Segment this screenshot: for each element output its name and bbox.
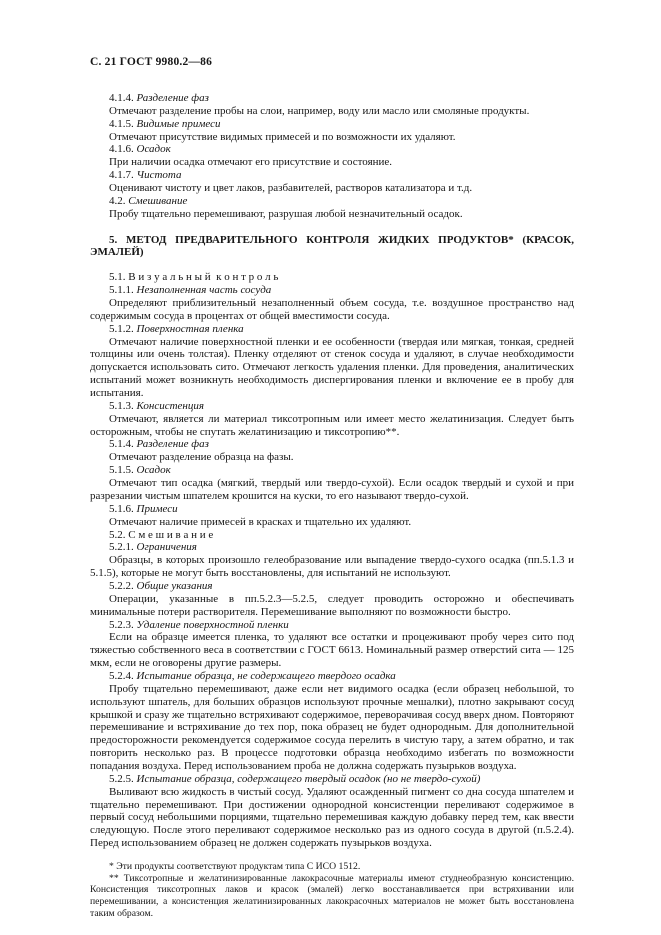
- clause-number: 4.1.4.: [109, 92, 134, 104]
- clause-number: 5.1.4.: [109, 438, 134, 451]
- clause-title: Чистота: [136, 169, 182, 182]
- clause-heading: [90, 464, 574, 477]
- clause-title: Консистенция: [136, 399, 205, 412]
- footnote: [90, 873, 574, 920]
- footnotes: [90, 861, 574, 919]
- clause-number: 4.1.7.: [109, 169, 134, 182]
- footnote-marker: *: [109, 860, 114, 872]
- document-body: [90, 92, 574, 919]
- subsection-heading: 5.1. В и з у а л ь н ы й к о н т р о л ь: [109, 271, 279, 284]
- paragraph: Оценивают чистоту и цвет лаков, разбавителей, растворов катализатора и т.д.: [109, 182, 473, 195]
- paragraph: Если на образце имеется пленка, то удаляют все остатки и процеживают пробу через сито под тяжестью собственного веса в соответствии с ГОСТ 6613. Номинальный размер отверстий сита — 125 мкм, если не оговорены другие размеры.: [90, 631, 574, 670]
- clause-title: Общие указания: [136, 579, 213, 592]
- footnote-text: Эти продукты соответствуют продуктам типа С ИСО 1512.: [116, 860, 361, 872]
- clause-heading: [90, 169, 574, 182]
- clause-heading: [90, 773, 574, 786]
- clause-title: Примеси: [136, 502, 178, 515]
- clause-title: Разделение фаз: [136, 438, 209, 451]
- section-title: 5. МЕТОД ПРЕДВАРИТЕЛЬНОГО КОНТРОЛЯ ЖИДКИХ ПРОДУКТОВ* (КРАСОК, ЭМАЛЕЙ): [90, 233, 574, 259]
- clause-number: 5.2.2.: [109, 579, 134, 592]
- clause-number: 5.1.6.: [109, 502, 134, 515]
- clause-title: Разделение фаз: [136, 92, 209, 104]
- subsection-heading: 5.2. С м е ш и в а н и е: [109, 528, 214, 541]
- clause-title: Осадок: [136, 143, 171, 156]
- clause-heading: [90, 118, 574, 131]
- clause-heading: [90, 503, 574, 516]
- clause-heading: [90, 195, 574, 208]
- clause-number: 5.2.3.: [109, 618, 134, 631]
- clause-title: Видимые примеси: [136, 117, 221, 130]
- clause-heading: [90, 438, 574, 451]
- paragraph: Отмечают, является ли материал тиксотропным или имеет место желатинизация. Следует быть осторожным, чтобы не спутать желатинизацию и тиксотропию**.: [90, 412, 574, 438]
- clause-title: Испытание образца, не содержащего твердого осадка: [136, 669, 396, 682]
- clause-number: 5.1.5.: [109, 464, 134, 477]
- paragraph: Выливают всю жидкость в чистый сосуд. Удаляют осажденный пигмент со дна сосуда шпателем и тщательно перемешивают. При достижении однородной консистенции переливают содержимое в первый сосуд небольшими порциями, тщательно перемешивая каждую добавку перед тем, как ввести следующую. После этого переливают содержимое несколько раз из одного сосуда в другой (п.5.2.4). Перед использованием образец не должен содержать пузырьков воздуха.: [90, 785, 574, 850]
- paragraph: Отмечают присутствие видимых примесей и по возможности их удаляют.: [109, 130, 456, 143]
- clause-title: Незаполненная часть сосуда: [136, 284, 272, 297]
- clause-title: Испытание образца, содержащего твердый осадок (но не твердо-сухой): [136, 772, 481, 785]
- footnote-text: Тиксотропные и желатинизированные лакокрасочные материалы имеют студнеобразную консистенцию. Консистенция тиксотропных лаков и красок (эмалей) легко восстанавливается при встряхивании или перемешивании, а консистенция желатинизированных лакокрасочных материалов не может быть восстановлена таким образом.: [90, 872, 575, 919]
- clause-number: 4.1.6.: [109, 143, 134, 156]
- clause-heading: [90, 400, 574, 413]
- clause-heading: [90, 92, 574, 105]
- clause-title: Удаление поверхностной пленки: [136, 618, 289, 631]
- paragraph: Отмечают разделение образца на фазы.: [109, 451, 294, 464]
- clause-number: 4.2.: [109, 194, 126, 207]
- page-header: С. 21 ГОСТ 9980.2—86: [90, 56, 213, 68]
- clause-heading: [90, 619, 574, 632]
- clause-number: 5.2.5.: [109, 772, 134, 785]
- clause-number: 5.1.2.: [109, 322, 134, 335]
- paragraph: При наличии осадка отмечают его присутствие и состояние.: [109, 156, 393, 169]
- paragraph: Пробу тщательно перемешивают, даже если нет видимого осадка (если образец небольшой, то используют шпатель, для больших образцов используют прочные мешалки), плотно закрывают сосуд крышкой и сразу же тщательно встряхивают содержимое, переворачивая сосуд вверх дном. Повторяют перемешивание и встряхивание до тех пор, пока образец не будет однородным. Для дополнительной предосторожности рекомендуется содержимое сосуда перелить в чистую тару, а затем обратно, и так повторить несколько раз. В процессе подготовки образца необходимо избегать по возможности попадания воздуха. Перед использованием проба не должна содержать пузырьков воздуха.: [90, 682, 574, 772]
- paragraph: Отмечают наличие примесей в красках и тщательно их удаляют.: [109, 515, 412, 528]
- paragraph: Пробу тщательно перемешивают, разрушая любой незначительный осадок.: [109, 207, 463, 220]
- footnote: [90, 861, 574, 873]
- paragraph: Отмечают разделение пробы на слои, например, воду или масло или смоляные продукты.: [109, 104, 530, 117]
- clause-number: 5.1.1.: [109, 284, 134, 297]
- clause-title: Осадок: [136, 464, 171, 477]
- clause-title: Смешивание: [128, 194, 188, 207]
- paragraph: Отмечают тип осадка (мягкий, твердый или твердо-сухой). Если осадок твердый и сухой и при разрезании чистым шпателем крошится на куски, то его называют твердо-сухой.: [90, 477, 574, 502]
- paragraph: Операции, указанные в пп.5.2.3—5.2.5, следует проводить осторожно и обеспечивать минимальные потери растворителя. Перемешивание выполняют по возможности быстро.: [90, 592, 574, 618]
- clause-title: Ограничения: [136, 541, 197, 554]
- clause-title: Поверхностная пленка: [136, 322, 244, 335]
- clause-heading: [90, 580, 574, 593]
- footnote-marker: **: [109, 872, 119, 884]
- clause-number: 5.2.4.: [109, 669, 134, 682]
- paragraph: Образцы, в которых произошло гелеобразование или выпадение твердо-сухого осадка (пп.5.1.3 и 5.1.5), которые не могут быть восстановлены, для испытаний не используют.: [90, 554, 574, 580]
- clause-heading: [90, 323, 574, 336]
- clause-number: 4.1.5.: [109, 117, 134, 130]
- clause-heading: [90, 284, 574, 297]
- clause-number: 5.1.3.: [109, 399, 134, 412]
- clause-heading: [90, 143, 574, 156]
- paragraph: Отмечают наличие поверхностной пленки и ее особенности (твердая или мягкая, тонкая, средней толщины или очень толстая). Пленку отделяют от стенок сосуда и удаляют, в случае необходимости допускается использовать сито. Отмечают легкость удаления пленки. Для проведения, аналитических испытаний может возникнуть необходимость диспергирования пленки и включение ее в пробу для испытания.: [90, 335, 574, 400]
- paragraph: Определяют приблизительный незаполненный объем сосуда, т.е. воздушное пространство над содержимым сосуда в процентах от общей вместимости сосуда.: [90, 297, 574, 322]
- clause-heading: [90, 670, 574, 683]
- clause-heading: [90, 541, 574, 554]
- clause-number: 5.2.1.: [109, 541, 134, 554]
